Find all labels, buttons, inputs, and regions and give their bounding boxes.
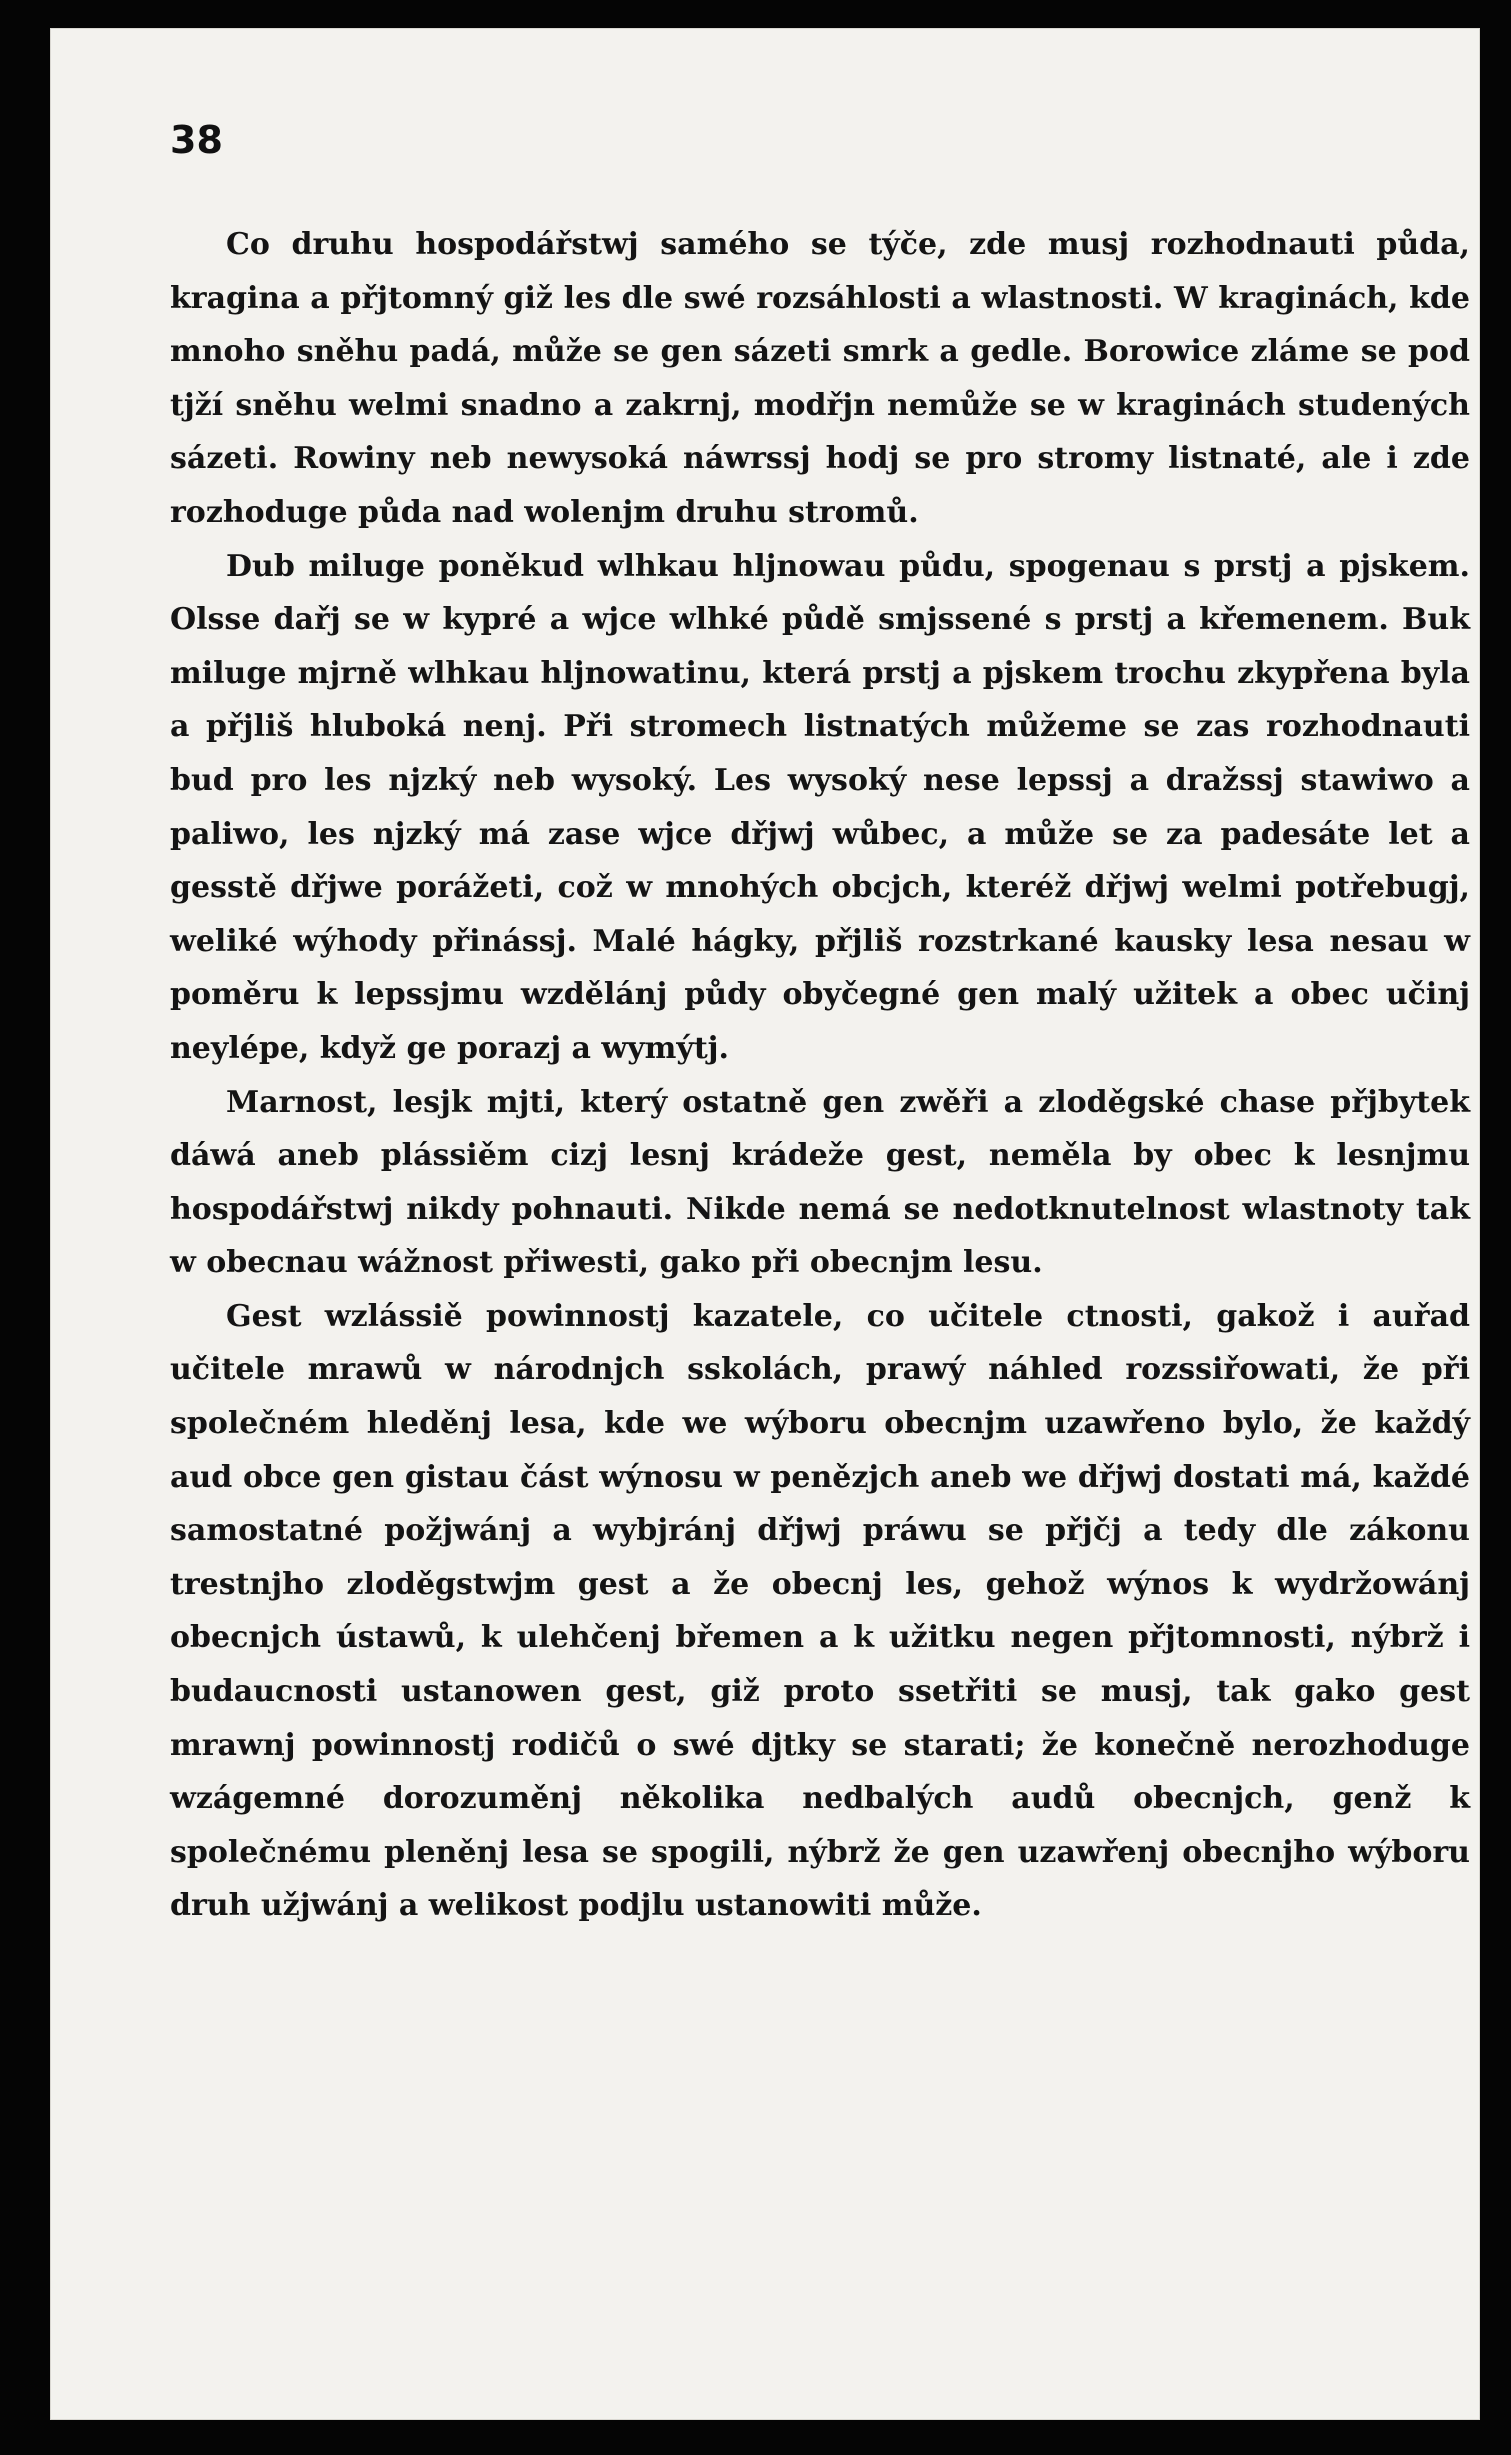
paragraph-3: Marnost, lesjk mjti, který ostatně gen zwěři a zloděgské chase přjbytek dáwá aneb plássiěm cizj lesnj krádeže gest, neměla by obec k lesnjmu hospodářstwj nikdy pohnauti. Nikde nemá se nedotknutelnost wlastnoty tak w obecnau wážnost přiwesti, gako při obecnjm lesu. [170,1084,1470,1281]
page-number: 38 [170,118,223,162]
book-page [50,28,1480,2420]
paragraph-1: Co druhu hospodářstwj samého se týče, zde musj rozhodnauti půda, kragina a přjtomný giž les dle swé rozsáhlosti a wlastnosti. W kraginách, kde mnoho sněhu padá, může se gen sázeti smrk a gedle. Borowice zláme se pod tjží sněhu welmi snadno a zakrnj, modřjn nemůže se w kraginách studených sázeti. Rowiny neb newysoká náwrssj hodj se pro stromy listnaté, ale i zde rozhoduge půda nad wolenjm druhu stromů. [170,227,1470,530]
paragraph-4: Gest wzlássiě powinnostj kazatele, co učitele ctnosti, gakož i auřad učitele mrawů w národnjch sskolách, prawý náhled rozssiřowati, že při společném hleděnj lesa, kde we wýboru obecnjm uzawřeno bylo, že každý aud obce gen gistau část wýnosu w penězjch aneb we dřjwj dostati má, každé samostatné požjwánj a wybjránj dřjwj práwu se přjčj a tedy dle zákonu trestnjho zloděgstwjm gest a že obecnj les, gehož wýnos k wydržowánj obecnjch ústawů, k ulehčenj břemen a k užitku negen přjtomnosti, nýbrž i budaucnosti ustanowen gest, giž proto ssetřiti se musj, tak gako gest mrawnj powinnostj rodičů o swé djtky se starati; že konečně nerozhoduge wzágemné dorozuměnj několika nedbalých audů obecnjch, genž k společnému pleněnj lesa se spogili, nýbrž že gen uzawřenj obecnjho wýboru druh užjwánj a welikost podjlu ustanowiti může. [170,1298,1470,1924]
paragraph-2: Dub miluge poněkud wlhkau hljnowau půdu, spogenau s prstj a pjskem. Olsse dařj se w kypré a wjce wlhké půdě smjssené s prstj a křemenem. Buk miluge mjrně wlhkau hljnowatinu, která prstj a pjskem trochu zkypřena byla a přjliš hluboká nenj. Při stromech listnatých můžeme se zas rozhodnauti bud pro les njzký neb wysoký. Les wysoký nese lepssj a dražssj stawiwo a paliwo, les njzký má zase wjce dřjwj wůbec, a může se za padesáte let a gesstě dřjwe porážeti, což w mnohých obcjch, kteréž dřjwj welmi potřebugj, weliké wýhody přinássj. Malé hágky, přjliš rozstrkané kausky lesa nesau w poměru k lepssjmu wzdělánj půdy obyčegné gen malý užitek a obec učinj neylépe, když ge porazj a wymýtj. [170,548,1470,1066]
body-text [170,218,1470,1933]
